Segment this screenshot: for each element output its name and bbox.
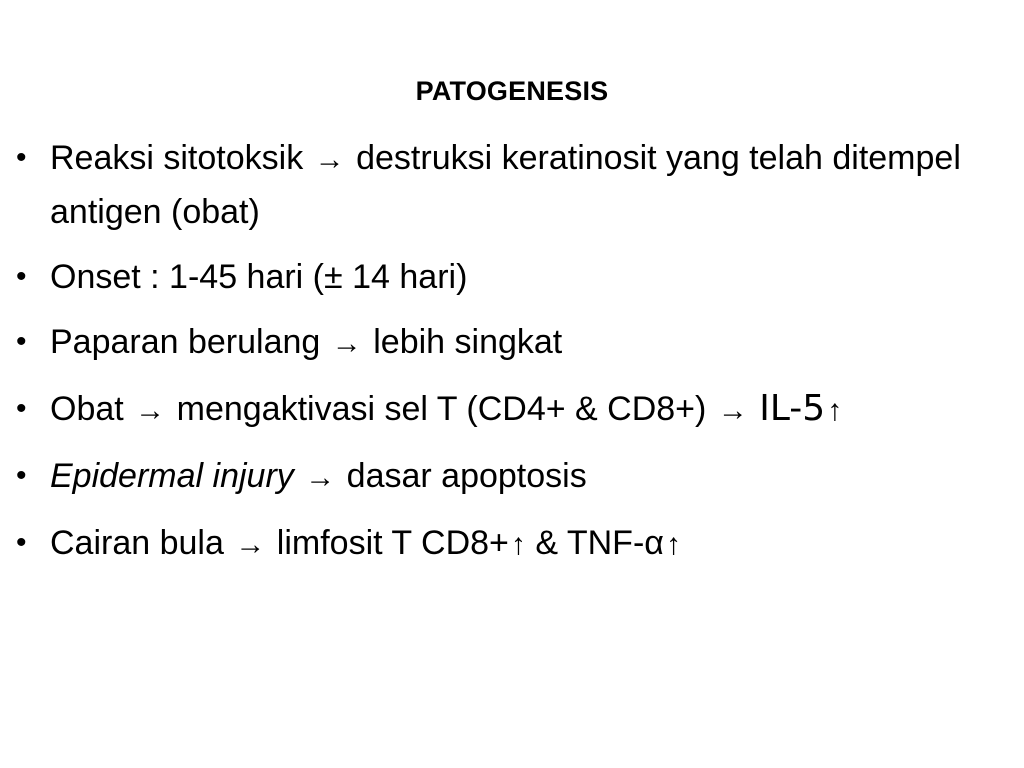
bullet-text: Obat xyxy=(50,390,124,428)
bullet-item xyxy=(14,251,1014,303)
bullet-text: Onset : 1-45 hari (± 14 hari) xyxy=(50,258,468,296)
bullet-list xyxy=(14,132,1014,584)
bullet-text: Paparan berulang xyxy=(50,323,321,361)
bullet-icon: • xyxy=(16,459,27,492)
bullet-text: dasar apoptosis xyxy=(346,457,587,495)
bullet-icon: • xyxy=(16,260,27,293)
bullet-text: Cairan bula xyxy=(50,524,224,562)
bullet-text: Epidermal injury xyxy=(50,457,294,495)
bullet-text: IL-5 xyxy=(759,388,826,429)
arrow-right-icon: → xyxy=(331,327,362,360)
bullet-item xyxy=(14,517,1014,571)
bullet-icon: • xyxy=(16,325,27,358)
bullet-item xyxy=(14,132,1014,238)
arrow-right-icon: → xyxy=(717,394,748,427)
bullet-item xyxy=(14,316,1014,370)
arrow-right-icon: → xyxy=(305,461,336,494)
bullet-icon: • xyxy=(16,141,27,174)
bullet-icon: • xyxy=(16,392,27,425)
bullet-item xyxy=(14,383,1014,437)
arrow-up-icon: ↑ xyxy=(827,394,843,427)
bullet-item xyxy=(14,450,1014,504)
bullet-text: destruksi keratinosit yang telah ditempel antigen (obat) xyxy=(50,139,961,231)
bullet-text: Reaksi sitotoksik xyxy=(50,139,304,177)
arrow-right-icon: → xyxy=(135,394,166,427)
bullet-text: limfosit T CD8+ xyxy=(276,524,509,562)
bullet-icon: • xyxy=(16,526,27,559)
arrow-right-icon: → xyxy=(235,528,266,561)
bullet-text: & TNF-α xyxy=(535,524,664,562)
arrow-up-icon: ↑ xyxy=(665,528,681,561)
bullet-text: lebih singkat xyxy=(373,323,563,361)
slide-title: PATOGENESIS xyxy=(415,76,609,106)
arrow-up-icon: ↑ xyxy=(510,528,526,561)
arrow-right-icon: → xyxy=(314,143,345,176)
bullet-text: mengaktivasi sel T (CD4+ & CD8+) xyxy=(176,390,707,428)
